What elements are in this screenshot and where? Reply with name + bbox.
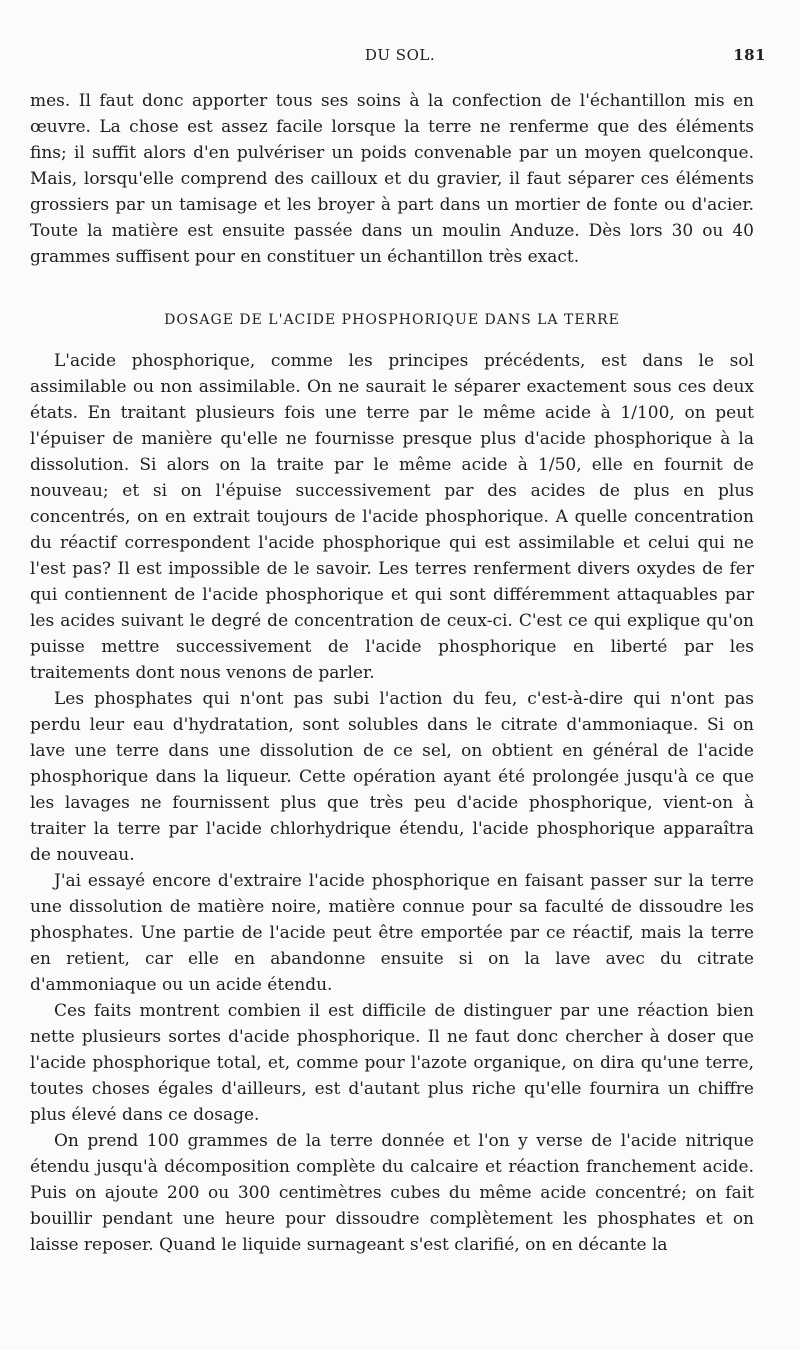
section-heading: DOSAGE DE L'ACIDE PHOSPHORIQUE DANS LA TERRE (164, 312, 620, 328)
paragraph-3: J'ai essayé encore d'extraire l'acide phosphorique en faisant passer sur la terre une dissolution de matière noire, matière connue pour sa faculté de dissoudre les phosphates. Une partie de l'acide peut être emportée par ce réactif, mais la terre en retient, car elle en abandonne ensuite si on la lave avec du citrate d'ammoniaque ou un acide étendu. (30, 871, 754, 995)
running-header (30, 46, 770, 68)
paragraph-5: On prend 100 grammes de la terre donnée et l'on y verse de l'acide nitrique étendu jusqu'à décomposition complète du calcaire et réaction franchement acide. Puis on ajoute 200 ou 300 centimètres cubes du même acide concentré; on fait bouillir pendant une heure pour dissoudre complètement les phosphates et on laisse reposer. Quand le liquide surnageant s'est clarifié, on en décante la (30, 1131, 754, 1255)
body-text (30, 88, 754, 1258)
paragraph-2: Les phosphates qui n'ont pas subi l'action du feu, c'est-à-dire qui n'ont pas perdu leur eau d'hydratation, sont solubles dans le citrate d'ammoniaque. Si on lave une terre dans une dissolution de ce sel, on obtient en général de l'acide phosphorique dans la liqueur. Cette opération ayant été prolongée jusqu'à ce que les lavages ne fournissent plus que très peu d'acide phosphorique, vient-on à traiter la terre par l'acide chlorhydrique étendu, l'acide phosphorique apparaîtra de nouveau. (30, 689, 754, 865)
paragraph-intro: mes. Il faut donc apporter tous ses soins à la confection de l'échantillon mis en œuvre. La chose est assez facile lorsque la terre ne renferme que des éléments fins; il suffit alors d'en pulvériser un poids convenable par un moyen quelconque. Mais, lorsqu'elle comprend des cailloux et du gravier, il faut séparer ces éléments grossiers par un tamisage et les broyer à part dans un mortier de fonte ou d'acier. Toute la matière est ensuite passée dans un moulin Anduze. Dès lors 30 ou 40 grammes suffisent pour en constituer un échantillon très exact. (30, 91, 754, 267)
page-number: 181 (733, 46, 766, 64)
paragraph-4: Ces faits montrent combien il est difficile de distinguer par une réaction bien nette plusieurs sortes d'acide phosphorique. Il ne faut donc chercher à doser que l'acide phosphorique total, et, comme pour l'azote organique, on dira qu'une terre, toutes choses égales d'ailleurs, est d'autant plus riche qu'elle fournira un chiffre plus élevé dans ce dosage. (30, 1001, 754, 1125)
running-title: DU SOL. (364, 46, 436, 64)
paragraph-1: L'acide phosphorique, comme les principes précédents, est dans le sol assimilable ou non assimilable. On ne saurait le séparer exactement sous ces deux états. En traitant plusieurs fois une terre par le même acide à 1/100, on peut l'épuiser de manière qu'elle ne fournisse presque plus d'acide phosphorique à la dissolution. Si alors on la traite par le même acide à 1/50, elle en fournit de nouveau; et si on l'épuise successivement par des acides de plus en plus concentrés, on en extrait toujours de l'acide phosphorique. A quelle concentration du réactif correspondent l'acide phosphorique qui est assimilable et celui qui ne l'est pas? Il est impossible de le savoir. Les terres renferment divers oxydes de fer qui contiennent de l'acide phosphorique et qui sont différemment attaquables par les acides suivant le degré de concentration de ceux-ci. C'est ce qui explique qu'on puisse mettre successivement de l'acide phosphorique en liberté par les traitements dont nous venons de parler. (30, 351, 754, 683)
